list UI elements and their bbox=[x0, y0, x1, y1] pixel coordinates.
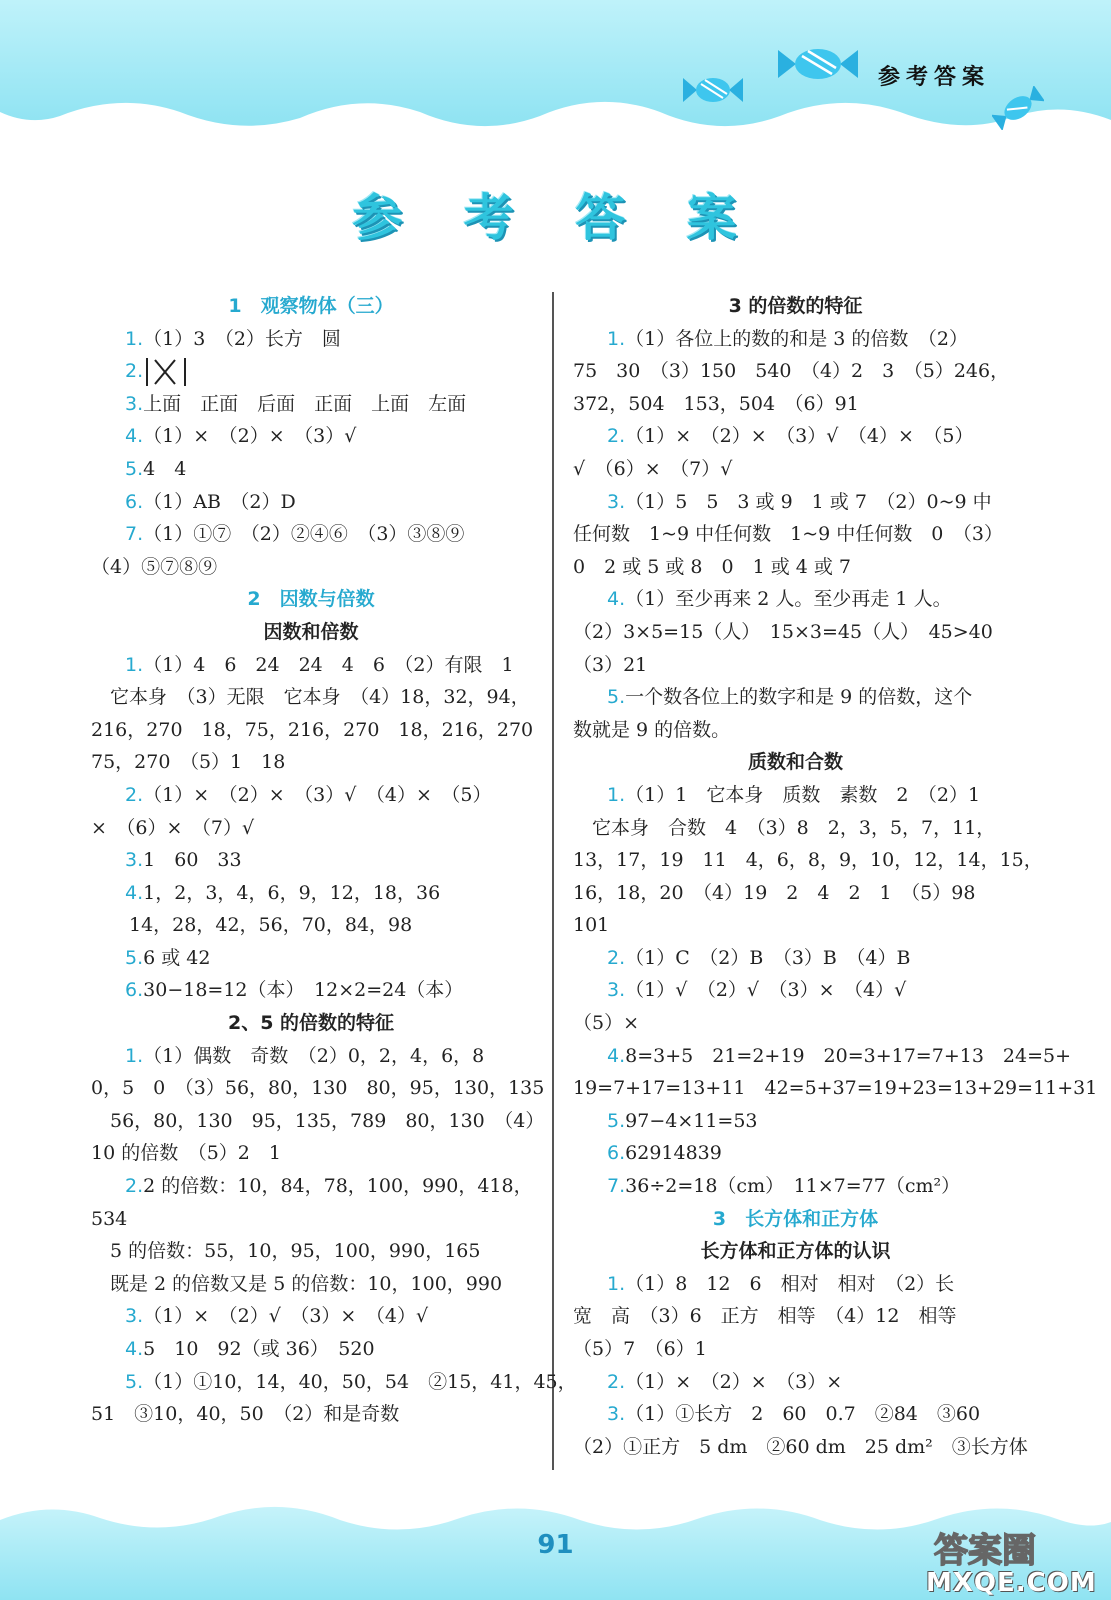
answer-continuation: （5）× bbox=[573, 1012, 640, 1035]
answer-continuation: 宽 高 （3）6 正方 相等 （4）12 相等 bbox=[573, 1305, 957, 1328]
question-number: 3. bbox=[125, 849, 144, 872]
answer-text: 62914839 bbox=[625, 1142, 722, 1165]
answer-text: 5 10 92（或 36） 520 bbox=[143, 1338, 375, 1360]
section-heading: 3 长方体和正方体 bbox=[712, 1207, 879, 1230]
answer-item bbox=[91, 844, 531, 877]
column-divider bbox=[552, 292, 554, 1470]
question-number: 1. bbox=[607, 783, 626, 806]
answer-continuation: 216，270 18，75，216，270 18，216，270 bbox=[91, 718, 534, 741]
answer-item bbox=[573, 1170, 1018, 1203]
answer-item bbox=[573, 1268, 1018, 1301]
answer-continuation: 0，5 0 （3）56，80，130 80，95，130，135 bbox=[91, 1077, 545, 1100]
answer-continuation: 101 bbox=[573, 914, 610, 937]
answer-continuation: 75，270 （5）1 18 bbox=[91, 751, 286, 774]
answer-text: （1）AB （2）D bbox=[143, 490, 296, 513]
question-number: 5. bbox=[125, 946, 144, 969]
answer-item bbox=[573, 974, 1018, 1007]
question-number: 4. bbox=[125, 425, 144, 448]
question-number: 2. bbox=[607, 946, 626, 969]
answer-text: 36÷2=18（cm） 11×7=77（cm²） bbox=[625, 1175, 961, 1198]
answer-text: （1）8 12 6 相对 相对 （2）长 bbox=[625, 1272, 955, 1295]
question-number: 4. bbox=[125, 881, 144, 904]
answer-continuation: 534 bbox=[91, 1207, 128, 1230]
question-number: 2. bbox=[607, 425, 626, 448]
answer-item bbox=[91, 388, 531, 421]
question-number: 2. bbox=[125, 783, 144, 806]
answer-continuation: （3）21 bbox=[573, 653, 648, 676]
answer-text: （1）各位上的数的和是 3 的倍数 （2） bbox=[625, 327, 968, 350]
question-number: 4. bbox=[607, 1044, 626, 1067]
answer-item bbox=[573, 420, 1018, 453]
question-number: 2. bbox=[125, 1175, 144, 1198]
answer-item bbox=[91, 942, 531, 975]
answer-continuation: （2）3×5=15（人） 15×3=45（人） 45>40 bbox=[573, 620, 993, 643]
subsection-heading: 2、5 的倍数的特征 bbox=[227, 1012, 395, 1035]
answer-continuation: 任何数 1~9 中任何数 1~9 中任何数 0 （3） bbox=[573, 523, 1003, 546]
watermark-url: MXQE.COM bbox=[926, 1568, 1097, 1598]
answer-item bbox=[573, 1366, 1018, 1399]
question-number: 5. bbox=[607, 686, 626, 709]
page-number: 91 bbox=[537, 1530, 574, 1560]
answer-text: （1）C （2）B （3）B （4）B bbox=[625, 946, 911, 969]
question-number: 6. bbox=[125, 490, 144, 513]
question-number: 2. bbox=[607, 1370, 626, 1393]
answer-text: （1）偶数 奇数 （2）0，2，4，6，8 bbox=[143, 1044, 485, 1067]
candy-icon bbox=[992, 86, 1044, 130]
answer-item bbox=[91, 518, 531, 551]
answer-continuation: （5）7 （6）1 bbox=[573, 1338, 707, 1360]
answer-item bbox=[573, 681, 1018, 714]
answer-text: 4 4 bbox=[143, 457, 187, 480]
left-column bbox=[91, 290, 577, 1431]
question-number: 1. bbox=[607, 1272, 626, 1295]
answer-item bbox=[573, 486, 1018, 519]
question-number: 3. bbox=[125, 392, 144, 415]
answer-text: 30−18=12（本） 12×2=24（本） bbox=[143, 979, 464, 1002]
answer-item bbox=[91, 453, 531, 486]
answer-item bbox=[91, 420, 531, 453]
question-number: 4. bbox=[607, 588, 626, 611]
question-number: 5. bbox=[125, 457, 144, 480]
answer-continuation: 13，17，19 11 4，6，8，9，10，12，14，15， bbox=[573, 849, 1043, 872]
subsection-heading: 长方体和正方体的认识 bbox=[700, 1240, 891, 1263]
question-number: 3. bbox=[607, 1403, 626, 1426]
answer-item bbox=[91, 1300, 531, 1333]
question-number: 5. bbox=[607, 1109, 626, 1132]
answer-item bbox=[91, 355, 531, 388]
answer-item bbox=[573, 1398, 1018, 1431]
answer-text: （1）①⑦ （2）②④⑥ （3）③⑧⑨ bbox=[143, 523, 465, 546]
answer-continuation: 56，80，130 95，135，789 80，130 （4） bbox=[91, 1109, 545, 1132]
question-number: 6. bbox=[607, 1142, 626, 1165]
answer-item bbox=[573, 779, 1018, 812]
answer-item bbox=[573, 1040, 1072, 1073]
answer-text: （1）①10，14，40，50，54 ②15，41，45， bbox=[143, 1370, 577, 1393]
answer-text: （1）至少再来 2 人。至少再走 1 人。 bbox=[625, 588, 952, 611]
question-number: 5. bbox=[125, 1370, 144, 1393]
answer-text: （1）①长方 2 60 0.7 ②84 ③60 bbox=[625, 1403, 981, 1426]
answer-continuation: 372，504 153，504 （6）91 bbox=[573, 392, 859, 415]
answer-item bbox=[91, 1333, 531, 1366]
answer-continuation: （2）①正方 5 dm ②60 dm 25 dm² ③长方体 bbox=[573, 1435, 1028, 1458]
answer-continuation: 51 ③10，40，50 （2）和是奇数 bbox=[91, 1403, 400, 1426]
answer-continuation: （4）⑤⑦⑧⑨ bbox=[91, 555, 218, 578]
answer-text: （1）√ （2）√ （3）× （4）√ bbox=[625, 979, 907, 1002]
answer-continuation: 5 的倍数：55，10，95，100，990，165 bbox=[91, 1240, 481, 1263]
answer-text: （1）× （2）√ （3）× （4）√ bbox=[143, 1305, 429, 1328]
answer-text: 6 或 42 bbox=[143, 946, 211, 969]
answer-text: （1）5 5 3 或 9 1 或 7 （2）0~9 中 bbox=[625, 490, 992, 513]
question-number: 3. bbox=[607, 490, 626, 513]
answer-text: 一个数各位上的数字和是 9 的倍数，这个 bbox=[625, 686, 973, 709]
answer-item bbox=[573, 1105, 1018, 1138]
question-number: 3. bbox=[607, 979, 626, 1002]
answer-continuation: 19=7+17=13+11 42=5+37=19+23=13+29=11+31 bbox=[573, 1077, 1098, 1100]
answer-continuation: 14，28，42，56，70，84，98 bbox=[91, 914, 413, 937]
answer-text: 8=3+5 21=2+19 20=3+17=7+13 24=5+ bbox=[625, 1044, 1072, 1067]
right-column bbox=[573, 290, 1098, 1463]
answer-text: 1，2，3，4，6，9，12，18，36 bbox=[143, 881, 441, 904]
answer-item bbox=[91, 323, 531, 356]
answer-item bbox=[91, 1040, 531, 1073]
answer-item bbox=[573, 942, 1018, 975]
subsection-heading: 质数和合数 bbox=[747, 751, 843, 774]
answer-text: （1）× （2）× （3）× bbox=[625, 1370, 843, 1393]
question-number: 1. bbox=[607, 327, 626, 350]
question-number: 2. bbox=[125, 360, 144, 383]
subsection-heading: 因数和倍数 bbox=[263, 620, 359, 643]
answer-text: （1）1 它本身 质数 素数 2 （2）1 bbox=[625, 783, 981, 806]
question-number: 1. bbox=[125, 327, 144, 350]
answer-text: 2 的倍数：10，84，78，100，990，418， bbox=[143, 1175, 533, 1198]
page-title: 参 考 答 案 bbox=[352, 189, 759, 247]
answer-item bbox=[91, 1170, 531, 1203]
question-number: 1. bbox=[125, 653, 144, 676]
answer-text: 1 60 33 bbox=[143, 849, 242, 872]
answer-item bbox=[91, 1366, 577, 1399]
candy-icon bbox=[778, 42, 858, 86]
question-number: 7. bbox=[125, 523, 144, 546]
answer-item bbox=[91, 877, 531, 910]
answer-item bbox=[91, 486, 531, 519]
answer-continuation: 0 2 或 5 或 8 0 1 或 4 或 7 bbox=[573, 555, 852, 578]
watermark-text: 答案圈 bbox=[934, 1531, 1036, 1571]
answer-continuation: 16，18，20 （4）19 2 4 2 1 （5）98 bbox=[573, 881, 976, 904]
answer-continuation: √ （6）× （7）√ bbox=[573, 457, 733, 480]
answer-text: （1）4 6 24 24 4 6 （2）有限 1 bbox=[143, 653, 514, 676]
answer-item bbox=[91, 779, 531, 812]
answer-continuation: 它本身 合数 4 （3）8 2，3，5，7，11， bbox=[573, 816, 996, 839]
answer-continuation: × （6）× （7）√ bbox=[91, 816, 255, 839]
answer-text: （1）× （2）× （3）√ （4）× （5） bbox=[143, 783, 492, 806]
header-label: 参考答案 bbox=[878, 65, 991, 90]
section-heading: 1 观察物体（三） bbox=[228, 295, 394, 317]
section-heading: 2 因数与倍数 bbox=[247, 588, 375, 611]
question-number: 6. bbox=[125, 979, 144, 1002]
cross-diagram-icon bbox=[143, 356, 199, 388]
answer-item bbox=[91, 649, 531, 682]
answer-continuation: 数就是 9 的倍数。 bbox=[573, 718, 731, 741]
question-number: 3. bbox=[125, 1305, 144, 1328]
answer-item bbox=[573, 583, 1018, 616]
question-number: 1. bbox=[125, 1044, 144, 1067]
answer-text: （1）3 （2）长方 圆 bbox=[143, 327, 341, 350]
answer-item bbox=[573, 1137, 1018, 1170]
answer-item bbox=[573, 323, 1018, 356]
answer-continuation: 它本身 （3）无限 它本身 （4）18，32，94， bbox=[91, 686, 530, 709]
answer-continuation: 10 的倍数 （5）2 1 bbox=[91, 1142, 281, 1165]
answer-text: 97−4×11=53 bbox=[625, 1109, 758, 1132]
subsection-heading: 3 的倍数的特征 bbox=[728, 295, 863, 317]
question-number: 7. bbox=[607, 1175, 626, 1198]
answer-continuation: 既是 2 的倍数又是 5 的倍数：10，100，990 bbox=[91, 1272, 503, 1295]
answer-text: 上面 正面 后面 正面 上面 左面 bbox=[143, 392, 467, 415]
question-number: 4. bbox=[125, 1338, 144, 1360]
answer-continuation: 75 30 （3）150 540 （4）2 3 （5）246， bbox=[573, 360, 1010, 383]
answer-item bbox=[91, 974, 531, 1007]
answer-text: （1）× （2）× （3）√ （4）× （5） bbox=[625, 425, 974, 448]
answer-text: （1）× （2）× （3）√ bbox=[143, 425, 357, 448]
candy-icon bbox=[683, 72, 743, 108]
